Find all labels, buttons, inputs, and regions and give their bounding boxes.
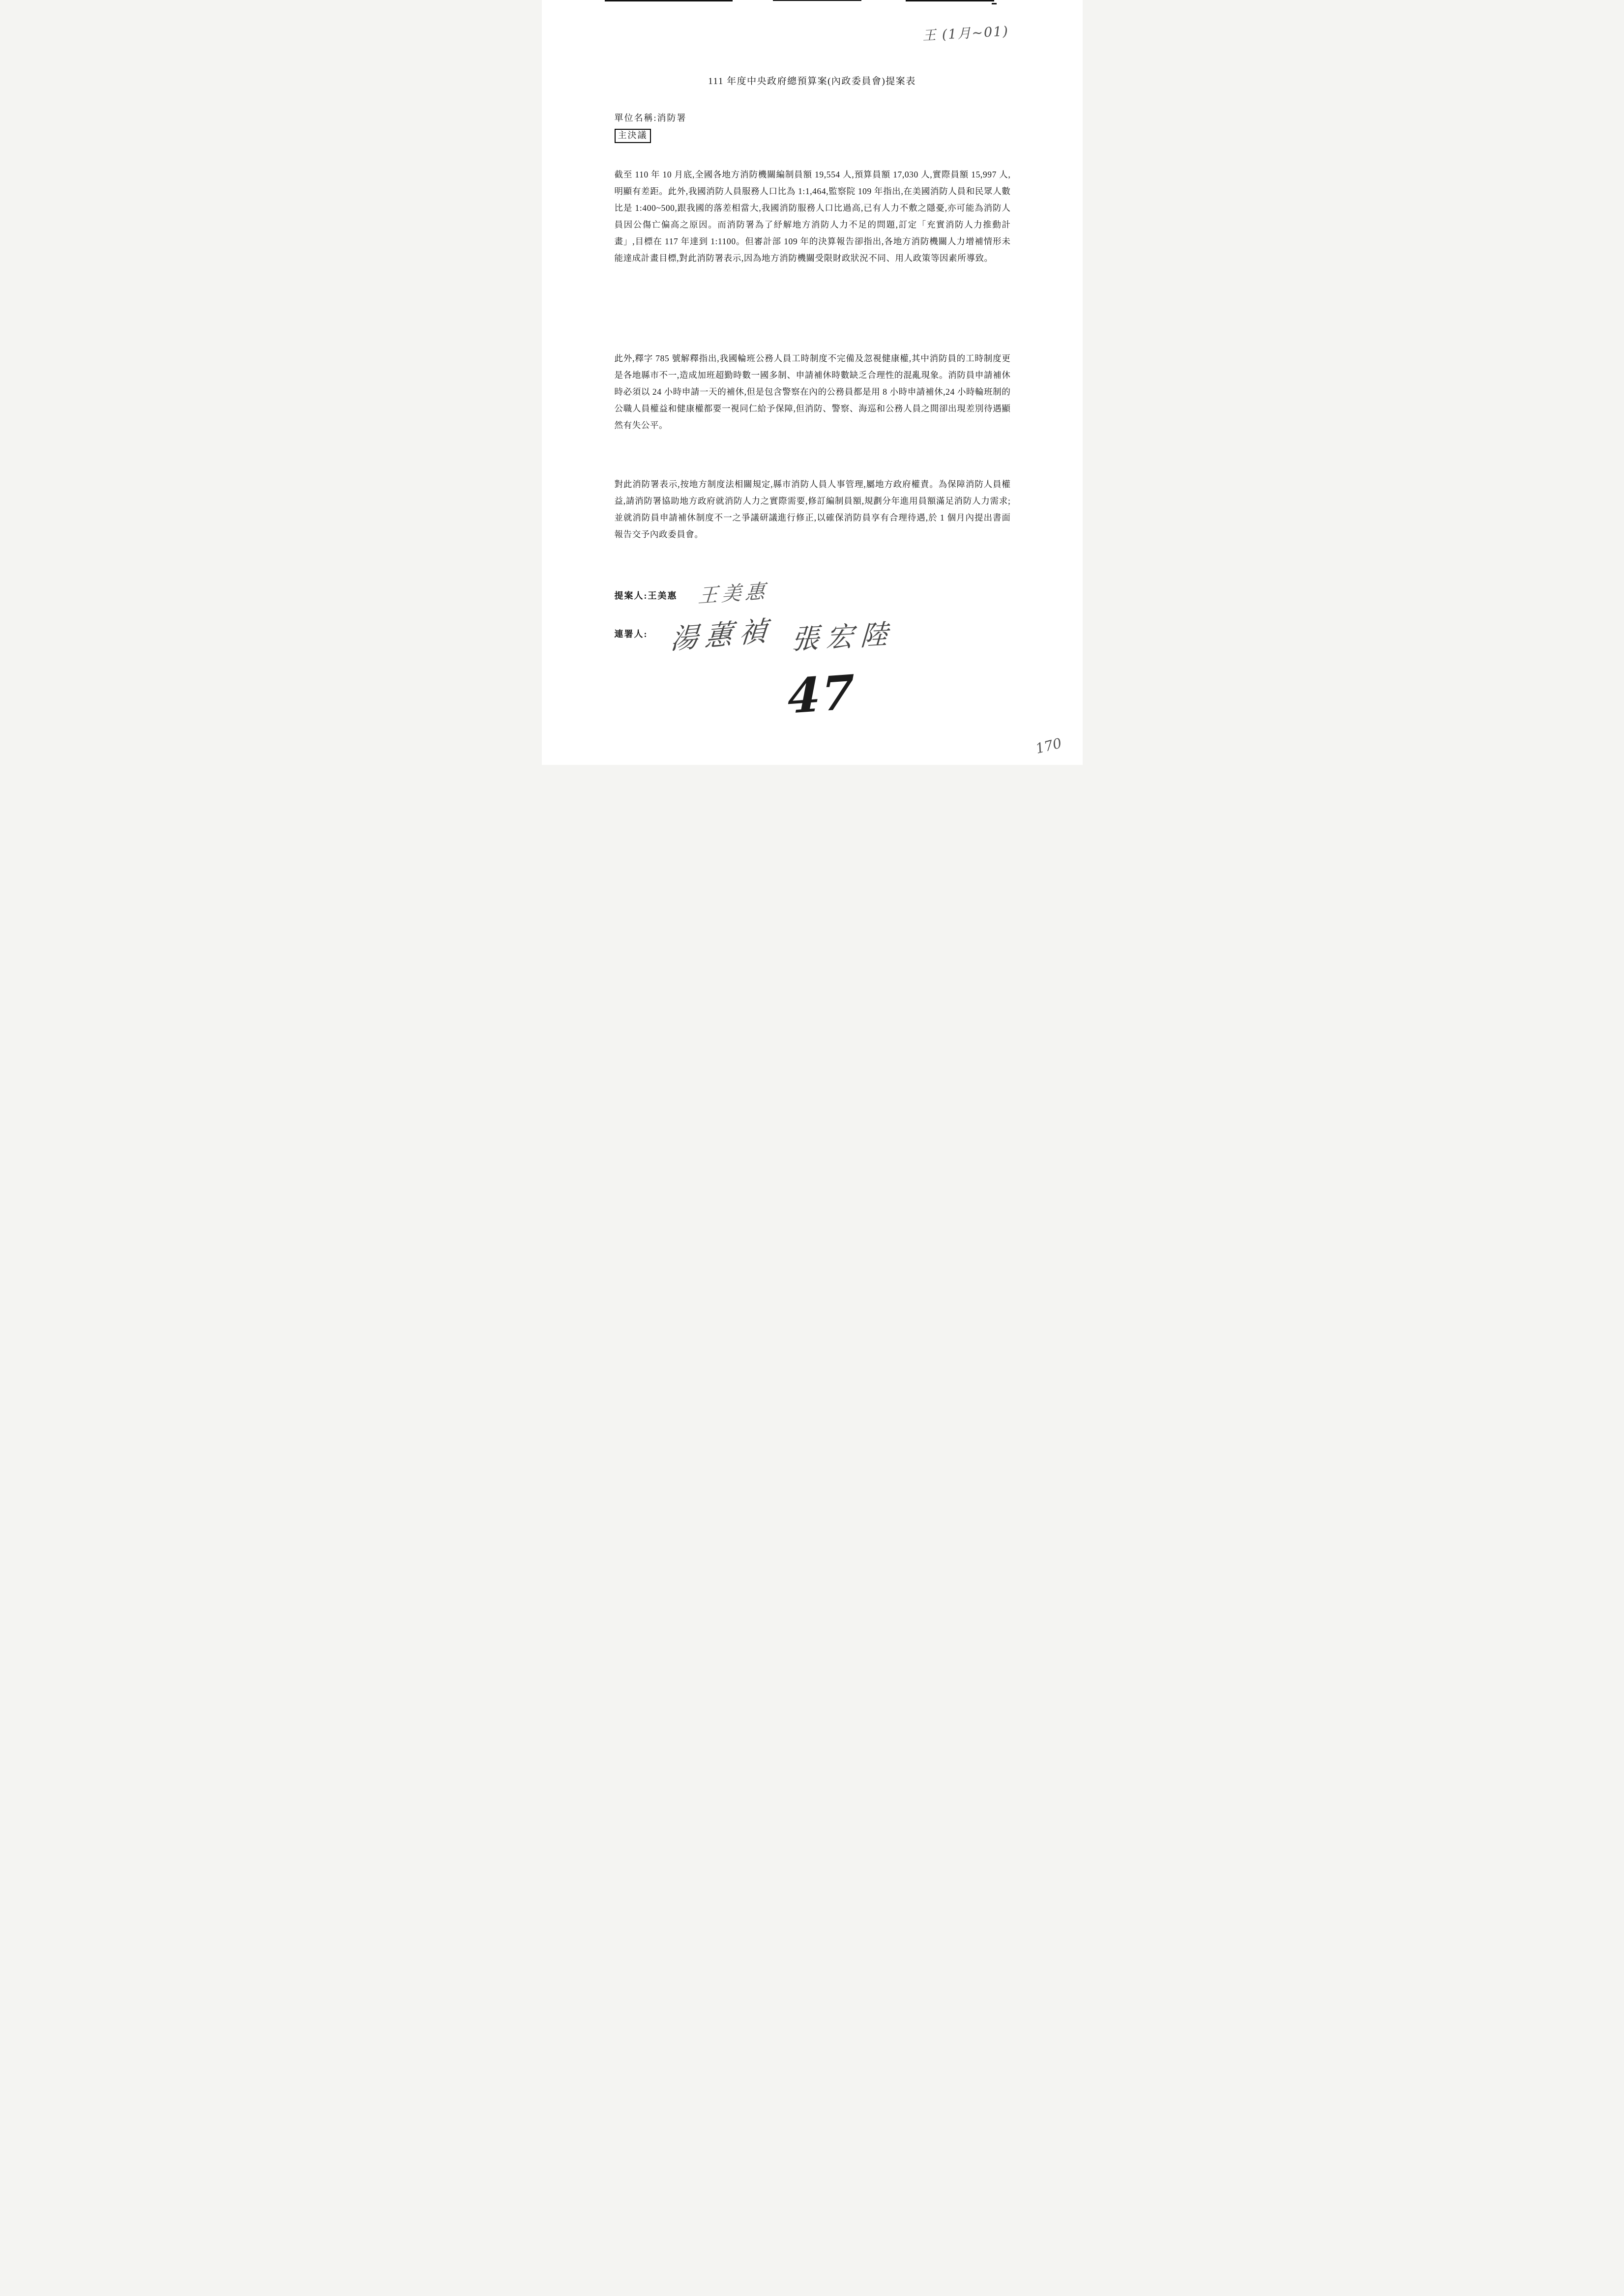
resolution-tag-box: 主決議	[615, 129, 651, 143]
handwritten-corner-number: 170	[1033, 735, 1063, 757]
document-title: 111 年度中央政府總預算案(內政委員會)提案表	[708, 76, 916, 87]
scanned-document-page	[542, 0, 1083, 765]
unit-name-line: 單位名稱:消防署	[614, 113, 687, 123]
scan-artifact	[992, 3, 997, 4]
handwritten-page-number: 47	[787, 664, 855, 725]
scan-artifact	[605, 0, 733, 1]
handwritten-note-top-right: 王 (1月~01)	[922, 24, 1009, 44]
proposer-signature: 王美惠	[697, 580, 769, 608]
paragraph-1: 截至 110 年 10 月底,全國各地方消防機關編制員額 19,554 人,預算員額 17,030 人,實際員額 15,997 人,明顯有差距。此外,我國消防人員服務人口比為 1:1,464,監察院 109 年指出,在美國消防人員和民眾人數比是 1:400~500,跟我國的落差相當大,我國消防服務人口比過高,已有人力不敷之隱憂,亦可能為消防人員因公傷亡偏高之原因。而消防署為了紓解地方消防人力不足的問題,訂定「充實消防人力推動計畫」,目標在 117 年達到 1:1100。但審計部 109 年的決算報告卻指出,各地方消防機關人力增補情形未能達成計畫目標,對此消防署表示,因為地方消防機關受限財政狀況不同、用人政策等因素所導致。	[614, 170, 1011, 263]
paragraph-3: 對此消防署表示,按地方制度法相關規定,縣市消防人員人事管理,屬地方政府權責。為保障消防人員權益,請消防署協助地方政府就消防人力之實際需要,修訂編制員額,規劃分年進用員額滿足消防人力需求;並就消防員申請補休制度不一之爭議研議進行修正,以確保消防員享有合理待遇,於 1 個月內提出書面報告交予內政委員會。	[614, 479, 1011, 539]
scan-artifact	[773, 0, 861, 1]
paragraph-2: 此外,釋字 785 號解釋指出,我國輪班公務人員工時制度不完備及忽視健康權,其中消防員的工時制度更是各地縣市不一,造成加班超勤時數一國多制、申請補休時數缺乏合理性的混亂現象。消防員申請補休時必須以 24 小時申請一天的補休,但是包含警察在內的公務員都是用 8 小時申請補休,24 小時輪班制的公職人員權益和健康權都要一視同仁給予保障,但消防、警察、海巡和公務人員之間卻出現差別待遇顯然有失公平。	[614, 353, 1011, 430]
scan-artifact	[906, 0, 994, 1]
cosigner-label: 連署人:	[614, 629, 648, 639]
cosigner-signature-2: 張宏陸	[790, 618, 895, 656]
proposer-line: 提案人:王美惠	[614, 591, 678, 601]
cosigner-signature-1: 湯蕙禎	[669, 614, 775, 656]
